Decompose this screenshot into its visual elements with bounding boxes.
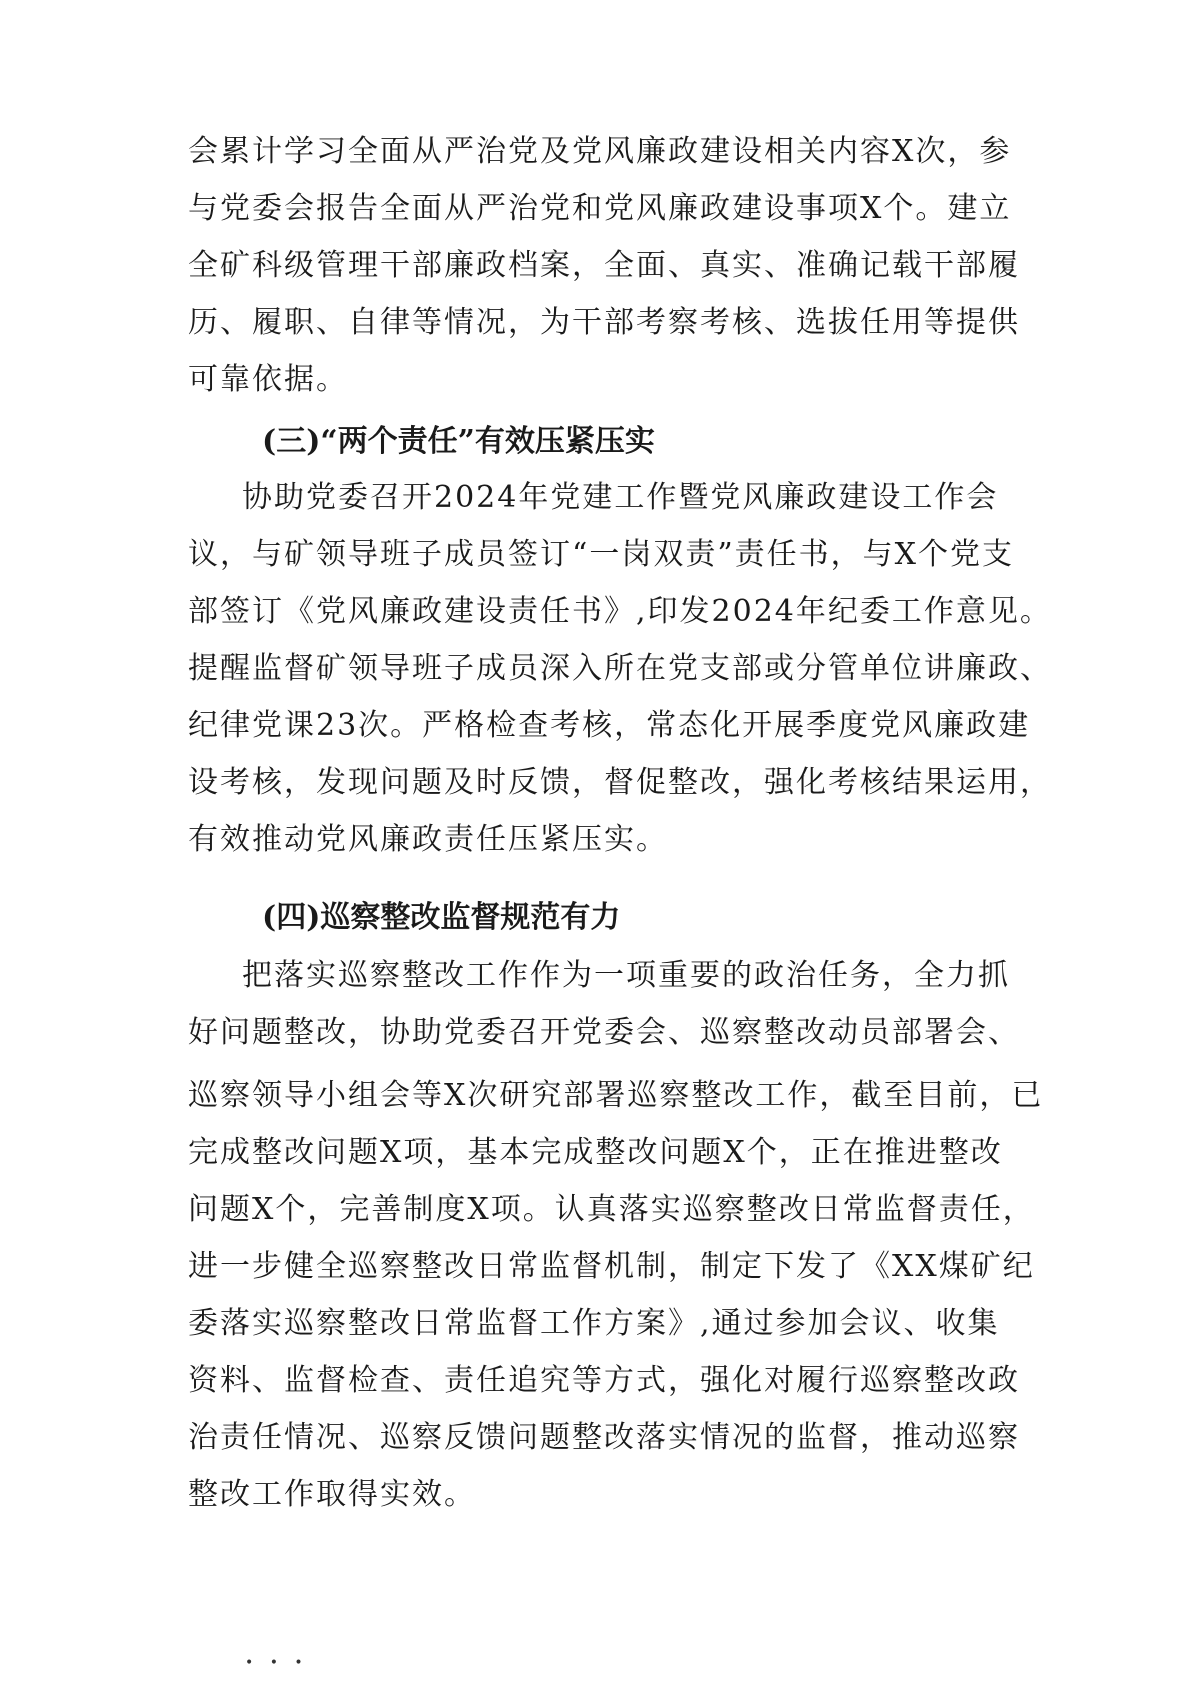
paragraph-line: 议，与矿领导班子成员签订“一岗双责”责任书，与X个党支 [188, 537, 1015, 572]
paragraph-line: 进一步健全巡察整改日常监督机制，制定下发了《XX煤矿纪 [188, 1249, 1035, 1284]
paragraph-line: 治责任情况、巡察反馈问题整改落实情况的监督，推动巡察 [188, 1420, 1020, 1455]
footer-dots: • • • [245, 1655, 309, 1671]
paragraph-line: 好问题整改，协助党委召开党委会、巡察整改动员部署会、 [188, 1015, 1020, 1050]
section-heading: (四)巡察整改监督规范有力 [262, 900, 621, 935]
paragraph-line: 纪律党课23次。严格检查考核，常态化开展季度党风廉政建 [188, 708, 1031, 743]
section-heading: (三)“两个责任”有效压紧压实 [262, 424, 655, 459]
paragraph-line: 设考核，发现问题及时反馈，督促整改，强化考核结果运用， [188, 765, 1052, 800]
paragraph-line: 把落实巡察整改工作作为一项重要的政治任务，全力抓 [242, 958, 1010, 993]
paragraph-line: 历、履职、自律等情况，为干部考察考核、选拔任用等提供 [188, 305, 1020, 340]
paragraph-line: 完成整改问题X项，基本完成整改问题X个，正在推进整改 [188, 1135, 1003, 1170]
paragraph-line: 全矿科级管理干部廉政档案，全面、真实、准确记载干部履 [188, 248, 1020, 283]
paragraph-line: 协助党委召开2024年党建工作暨党风廉政建设工作会 [242, 480, 999, 515]
paragraph-line: 与党委会报告全面从严治党和党风廉政建设事项X个。建立 [188, 191, 1012, 226]
paragraph-line: 会累计学习全面从严治党及党风廉政建设相关内容X次，参 [188, 134, 1012, 169]
paragraph-line: 有效推动党风廉政责任压紧压实。 [188, 822, 668, 857]
paragraph-line: 资料、监督检查、责任追究等方式，强化对履行巡察整改政 [188, 1363, 1020, 1398]
paragraph-line: 问题X个，完善制度X项。认真落实巡察整改日常监督责任， [188, 1192, 1035, 1227]
paragraph-line: 委落实巡察整改日常监督工作方案》,通过参加会议、收集 [188, 1306, 1000, 1341]
paragraph-line: 提醒监督矿领导班子成员深入所在党支部或分管单位讲廉政、 [188, 651, 1052, 686]
paragraph-line: 整改工作取得实效。 [188, 1477, 476, 1512]
paragraph-line: 部签订《党风廉政建设责任书》,印发2024年纪委工作意见。 [188, 594, 1052, 629]
paragraph-line: 可靠依据。 [188, 362, 348, 397]
paragraph-line: 巡察领导小组会等X次研究部署巡察整改工作，截至目前，已 [188, 1078, 1044, 1113]
